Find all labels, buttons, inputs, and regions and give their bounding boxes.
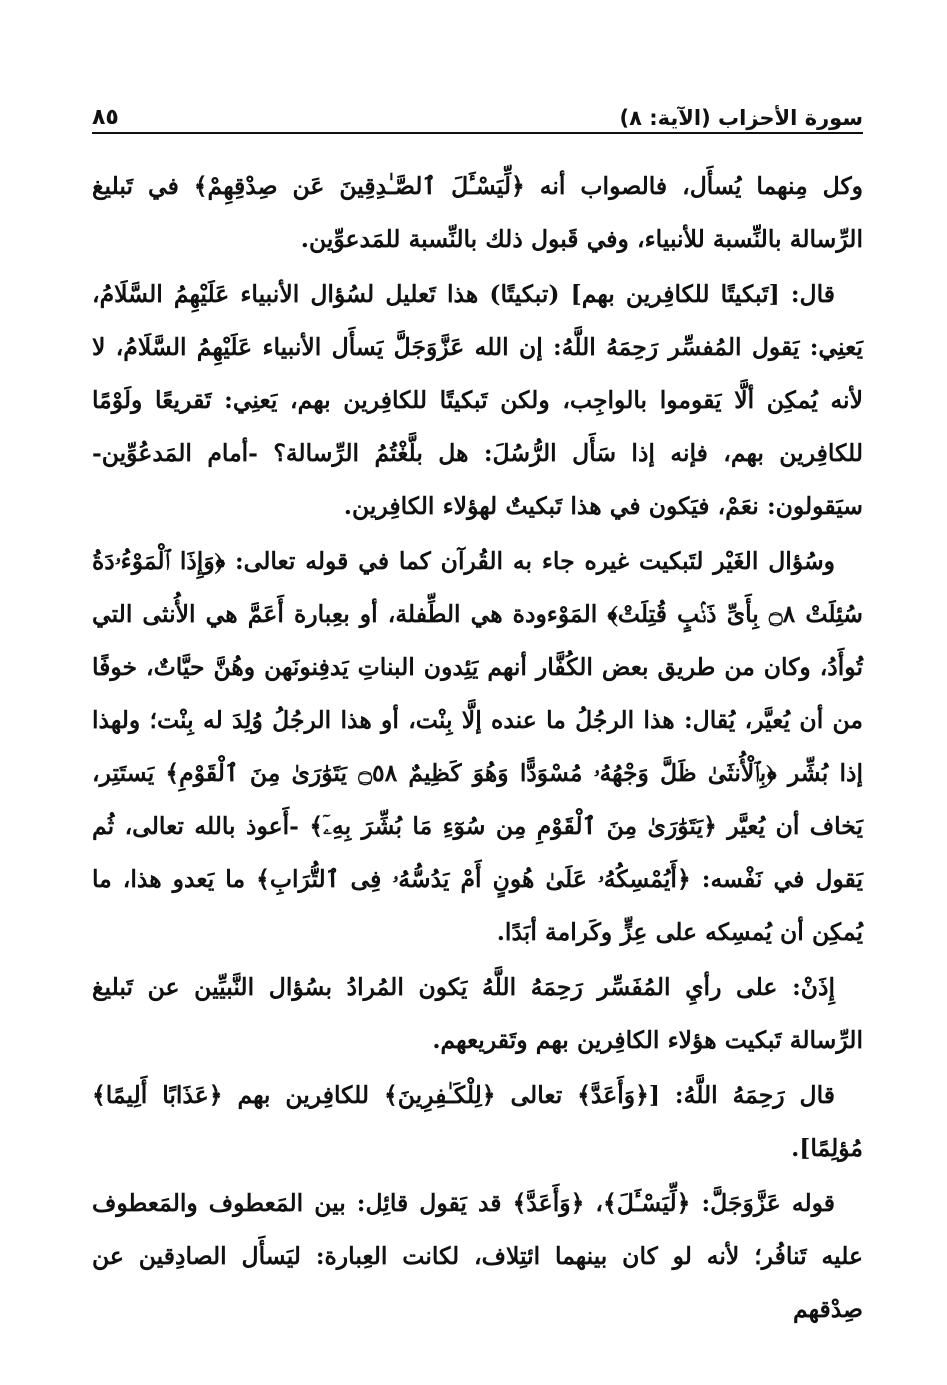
page-body bbox=[92, 160, 863, 1336]
paragraph-5: قال رَحِمَهُ اللَّهُ: [﴿وَأَعَدَّ﴾ تعالى ﴿لِلْكَـٰفِرِينَ﴾ للكافِرين بهم ﴿عَذَابًا أَلِيمًا﴾ مُؤلِمًا]. bbox=[92, 1081, 863, 1162]
paragraph-2: قال: [تَبكيتًا للكافِرين بهم] (تبكيتًا) هذا تَعليل لسُؤال الأنبياء عَلَيْهِمُ السَّلَامُ، يَعنِي: يَقول المُفسِّر رَحِمَهُ اللَّهُ: إن الله عَزَّوَجَلَّ يَسأَل الأنبياء عَلَيْهِمُ السَّلَامُ، لا لأنه يُمكِن ألَّا يَقوموا بالواجِب، ولكن تَبكيتًا للكافِرين بهم، يَعنِي: تَقريعًا ولَوْمًا للكافِرين بهم، فإنه إذا سَأَل الرُّسُلَ: هل بلَّغْتُمُ الرِّسالة؟ -أمام المَدعُوِّين- سيَقولون: نعَمْ، فيَكون في هذا تَبكيتٌ لهؤلاء الكافِرين. bbox=[92, 280, 863, 520]
paragraph-1: وكل مِنهما يُسأَل، فالصواب أنه ﴿لِّيَسْـَٔلَ ٱلصَّـٰدِقِينَ عَن صِدْقِهِمْ﴾ في تَبليغ الرِّسالة بالنِّسبة للأنبياء، وفي قَبول ذلك بالنِّسبة للمَدعوِّين. bbox=[92, 172, 863, 253]
paragraph-3: وسُؤال الغَيْر لتَبكيت غيره جاء به القُرآن كما في قوله تعالى: ﴿وَإِذَا ٱلْمَوْءُۥدَةُ سُئِلَتْ ۝٨ بِأَىِّ ذَنۢبٍ قُتِلَتْ﴾ المَوْءودة هي الطِّفلة، أو بعِبارة أَعَمَّ هي الأُنثى التي تُوأَدُ، وكان من طريق بعض الكُفَّار أنهم يَئِدون البناتِ يَدفِنونَهن وهُنَّ حيَّاتٌ، خوفًا من أن يُعيَّر، يُقال: هذا الرجُلُ ما عنده إلَّا بِنْت، أو هذا الرجُلُ وُلِدَ له بِنْت؛ ولهذا إذا بُشِّر ﴿بِٱلْأُنثَىٰ ظَلَّ وَجْهُهُۥ مُسْوَدًّا وَهُوَ كَظِيمٌ ۝٥٨ يَتَوَٰرَىٰ مِنَ ٱلْقَوْمِ﴾ يَستَتِر، يَخاف أن يُعيَّر ﴿يَتَوَٰرَىٰ مِنَ ٱلْقَوْمِ مِن سُوٓءِ مَا بُشِّرَ بِهِۦٓ﴾ -أَعوذ بالله تعالى، ثُم يَقول في نَفْسه: ﴿أَيُمْسِكُهُۥ عَلَىٰ هُونٍ أَمْ يَدُسُّهُۥ فِى ٱلتُّرَابِ﴾ ما يَعدو هذا، ما يُمكِن أن يُمسِكه على عِزٍّ وكَرامة أبَدًا. bbox=[92, 547, 863, 946]
paragraph-6: قوله عَزَّوَجَلَّ: ﴿لِّيَسْـَٔلَ﴾، ﴿وَأَعَدَّ﴾ قد يَقول قائِل: بين المَعطوف والمَعطوف عليه تَنافُر؛ لأنه لو كان بينهما ائتِلاف، لكانت العِبارة: ليَسأَل الصادِقين عن صِدْقهم bbox=[92, 1189, 863, 1323]
header-divider bbox=[92, 132, 863, 134]
paragraph-4: إِذَنْ: على رأيِ المُفَسِّر رَحِمَهُ اللَّهُ يَكون المُرادُ بسُؤال النَّبيِّين عن تَبليغ الرِّسالة تَبكيت هؤلاء الكافِرين بهم وتَقريعهم. bbox=[92, 973, 863, 1054]
running-title: سورة الأحزاب (الآية: ٨) bbox=[619, 106, 863, 130]
page-header bbox=[92, 92, 863, 130]
page-number: ٨٥ bbox=[92, 105, 119, 130]
